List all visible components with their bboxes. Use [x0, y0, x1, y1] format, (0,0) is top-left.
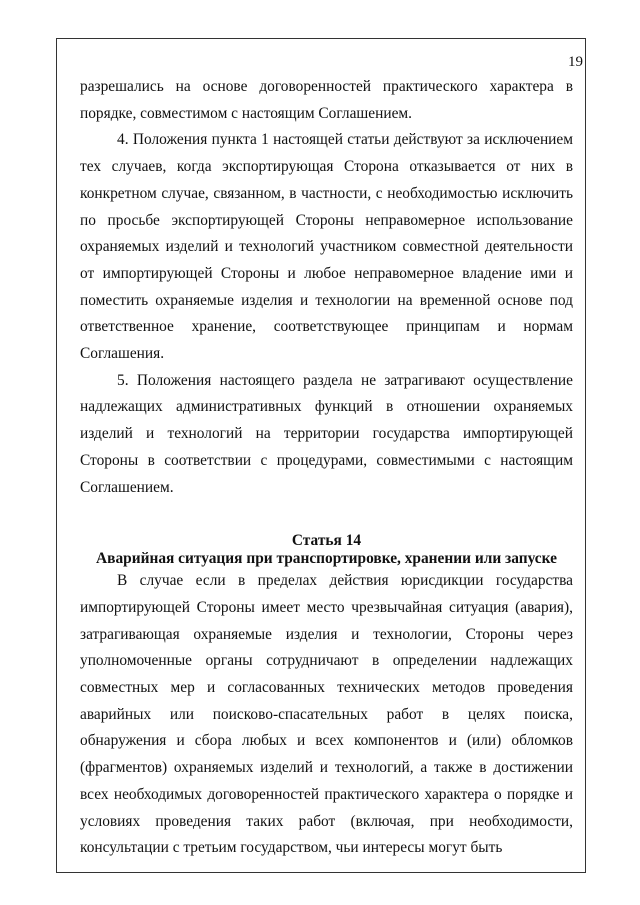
article-number: Статья 14: [291, 532, 362, 550]
article-title: Аварийная ситуация при транспортировке, хранении или запуске: [96, 550, 557, 568]
paragraph-item-5: 5. Положения настоящего раздела не затрагивают осуществление надлежащих административных функций в отношении охраняемых изделий и технологий на территории государства импортирующей Стороны в соответствии с процедурами, совместимыми с настоящим Соглашением.: [80, 371, 573, 496]
paragraph-continuation: разрешались на основе договоренностей практического характера в порядке, совместимом с настоящим Соглашением.: [80, 78, 573, 122]
paragraph-item-4: 4. Положения пункта 1 настоящей статьи действуют за исключением тех случаев, когда экспортирующая Сторона отказывается от них в конкретном случае, связанном, в частности, с необходимостью исключить по просьбе экспортирующей Стороны неправомерное использование охраняемых изделий и технологий участником совместной деятельности от импортирующей Стороны и любое неправомерное владение ими и поместить охраняемые изделия и технологии на временной основе под ответственное хранение, соответствующее принципам и нормам Соглашения.: [80, 131, 573, 363]
page-number: 19: [568, 54, 583, 70]
document-body: [80, 74, 573, 862]
article-paragraph: В случае если в пределах действия юрисдикции государства импортирующей Стороны имеет место чрезвычайная ситуация (авария), затрагивающая охраняемые изделия и технологии, Стороны через уполномоченные органы сотрудничают в определении надлежащих совместных мер и согласованных технических методов проведения аварийных или поисково-спасательных работ в целях поиска, обнаружения и сбора любых и всех компонентов и (или) обломков (фрагментов) охраняемых изделий и технологий, а также в достижении всех необходимых договоренностей практического характера о порядке и условиях проведения таких работ (включая, при необходимости, консультации с третьим государством, чьи интересы могут быть: [80, 572, 573, 857]
